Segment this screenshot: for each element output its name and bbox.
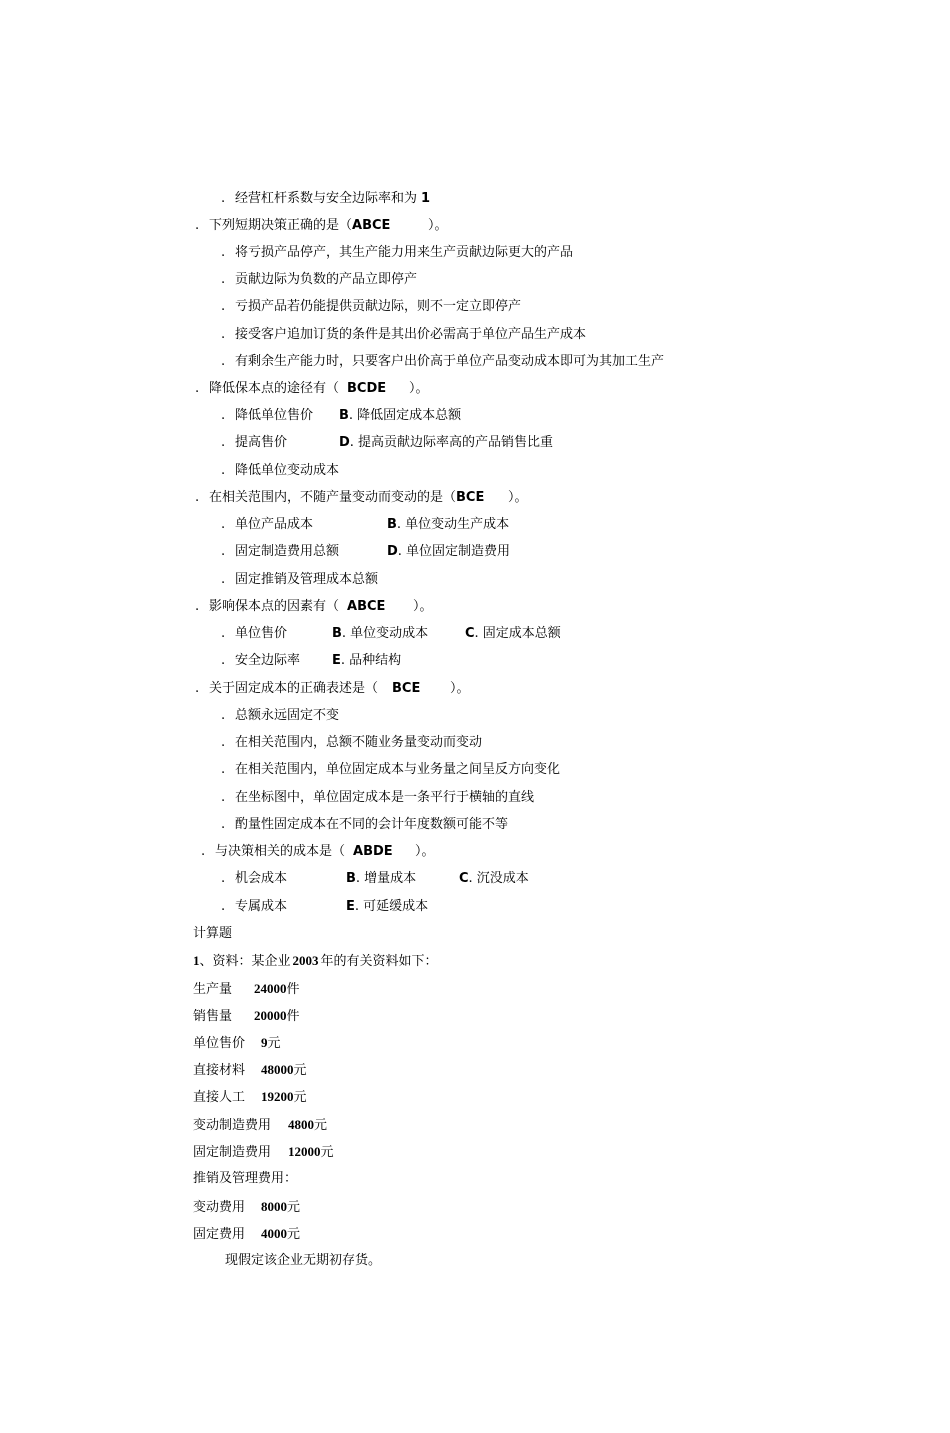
- item-label: 直接材料: [193, 1063, 246, 1078]
- item-label: 固定费用: [193, 1227, 246, 1242]
- option-letter: E: [346, 899, 355, 914]
- option-line: [221, 190, 430, 208]
- question-text: 影响保本点的因素有（: [209, 599, 340, 614]
- question-4: [195, 380, 429, 398]
- question-3: [195, 217, 448, 235]
- option-line: [221, 734, 482, 752]
- item-label: 直接人工: [193, 1090, 246, 1105]
- bullet-dot: .: [195, 681, 200, 696]
- option-line: [221, 761, 560, 779]
- question-7: [195, 680, 470, 698]
- option-text: 接受客户追加订货的条件是其出价必需高于单位产品生产成本: [235, 327, 587, 342]
- option-line: [221, 652, 721, 670]
- answer-text: ABDE: [353, 844, 393, 859]
- question-text: 下列短期决策正确的是（: [209, 218, 353, 233]
- bullet-dot: .: [221, 191, 226, 206]
- option-text: 专属成本: [235, 899, 288, 914]
- option-line: [221, 516, 721, 534]
- option-text: 贡献边际为负数的产品立即停产: [235, 272, 418, 287]
- item-unit: 件: [286, 982, 300, 997]
- item-value: 19200: [261, 1089, 294, 1104]
- option-text: 机会成本: [235, 871, 288, 886]
- option-text: . 固定成本总额: [474, 626, 561, 641]
- question-close: ）。: [428, 218, 448, 233]
- option-line: [221, 244, 573, 262]
- option-text: 在相关范围内，总额不随业务量变动而变动: [235, 735, 483, 750]
- option-text: 酌量性固定成本在不同的会计年度数额可能不等: [235, 817, 509, 832]
- option-text: 总额永远固定不变: [235, 708, 340, 723]
- item-unit: 元: [287, 1227, 301, 1242]
- option-text: . 单位固定制造费用: [397, 544, 511, 559]
- option-text: 降低单位售价: [235, 408, 314, 423]
- option-line: [221, 571, 378, 589]
- option-text: 降低单位变动成本: [235, 463, 340, 478]
- bullet-dot: .: [221, 408, 226, 423]
- bullet-dot: .: [221, 327, 226, 342]
- question-close: ）。: [415, 844, 435, 859]
- item-unit: 件: [286, 1009, 300, 1024]
- calc-item: [193, 1007, 300, 1025]
- item-label: 销售量: [193, 1009, 233, 1024]
- bullet-dot: .: [221, 299, 226, 314]
- option-text: 单位产品成本: [235, 517, 314, 532]
- option-text: . 品种结构: [340, 653, 402, 668]
- answer-text: BCE: [392, 681, 421, 696]
- answer-text: BCDE: [347, 381, 387, 396]
- option-letter: E: [332, 653, 341, 668]
- option-letter: C: [459, 871, 469, 886]
- calc-item: [193, 1061, 307, 1079]
- option-line: [221, 625, 721, 643]
- item-value: 12000: [288, 1144, 321, 1159]
- calc-year: 2003: [292, 953, 319, 968]
- option-letter: D: [387, 544, 398, 559]
- calc-item: [193, 1088, 307, 1106]
- item-value: 4800: [288, 1117, 314, 1132]
- bullet-dot: .: [221, 626, 226, 641]
- option-line: [221, 434, 721, 452]
- question-text: 在相关范围内，不随产量变动而变动的是（: [209, 490, 457, 505]
- bullet-dot: .: [221, 572, 226, 587]
- option-text: . 沉没成本: [468, 871, 529, 886]
- option-letter: C: [465, 626, 475, 641]
- option-text: . 单位变动生产成本: [396, 517, 510, 532]
- question-8: [201, 843, 435, 861]
- question-text: 与决策相关的成本是（: [215, 844, 346, 859]
- item-value: 8000: [261, 1199, 287, 1214]
- option-text: 亏损产品若仍能提供贡献边际，则不一定立即停产: [235, 299, 522, 314]
- calc-text: 、资料：某企业: [199, 954, 291, 969]
- option-line: [221, 298, 521, 316]
- calc-item: [193, 1143, 334, 1161]
- option-line: [221, 353, 664, 371]
- selling-title: 推销及管理费用：: [193, 1171, 298, 1186]
- option-text: 固定制造费用总额: [235, 544, 340, 559]
- item-label: 变动制造费用: [193, 1118, 272, 1133]
- bullet-dot: .: [221, 790, 226, 805]
- question-text: 降低保本点的途径有（: [209, 381, 340, 396]
- option-line: [221, 271, 417, 289]
- bullet-dot: .: [221, 544, 226, 559]
- option-line: [221, 898, 721, 916]
- item-value: 20000: [254, 1008, 287, 1023]
- option-text: 单位售价: [235, 626, 288, 641]
- item-unit: 元: [293, 1063, 307, 1078]
- option-line: [221, 407, 721, 425]
- calc-item: [193, 1225, 300, 1243]
- calc-item: [193, 1034, 281, 1052]
- option-text: . 可延缓成本: [354, 899, 429, 914]
- option-line: [221, 543, 721, 561]
- option-text: . 提高贡献边际率高的产品销售比重: [349, 435, 554, 450]
- option-text: 在坐标图中，单位固定成本是一条平行于横轴的直线: [235, 790, 535, 805]
- question-6: [195, 598, 433, 616]
- item-label: 生产量: [193, 982, 233, 997]
- item-value: 9: [261, 1035, 268, 1050]
- bullet-dot: .: [195, 218, 200, 233]
- calc-item: [193, 1198, 300, 1216]
- option-letter: B: [339, 408, 349, 423]
- question-close: ）。: [409, 381, 429, 396]
- option-letter: B: [387, 517, 397, 532]
- calc-note: 现假定该企业无期初存货。: [225, 1253, 382, 1268]
- bullet-dot: .: [221, 708, 226, 723]
- answer-text: ABCE: [347, 599, 386, 614]
- option-line: [221, 816, 508, 834]
- bullet-dot: .: [221, 245, 226, 260]
- calc-item: [193, 1116, 327, 1134]
- bullet-dot: .: [221, 817, 226, 832]
- bullet-dot: .: [221, 354, 226, 369]
- option-text: 提高售价: [235, 435, 288, 450]
- option-text: . 单位变动成本: [341, 626, 429, 641]
- item-value: 4000: [261, 1226, 287, 1241]
- question-close: ）。: [450, 681, 470, 696]
- item-unit: 元: [267, 1036, 281, 1051]
- bullet-dot: .: [195, 381, 200, 396]
- bullet-dot: .: [221, 899, 226, 914]
- bullet-dot: .: [221, 435, 226, 450]
- bullet-dot: .: [221, 871, 226, 886]
- item-value: 24000: [254, 981, 287, 996]
- answer-text: BCE: [456, 490, 485, 505]
- option-text: . 增量成本: [355, 871, 417, 886]
- option-text: 固定推销及管理成本总额: [235, 572, 379, 587]
- calc-text: 年的有关资料如下：: [320, 954, 438, 969]
- bullet-dot: .: [221, 653, 226, 668]
- bullet-dot: .: [195, 599, 200, 614]
- option-text: 经营杠杆系数与安全边际率和为: [235, 191, 418, 206]
- bullet-dot: .: [195, 490, 200, 505]
- question-5: [195, 489, 528, 507]
- option-line: [221, 707, 339, 725]
- option-letter: B: [332, 626, 342, 641]
- option-letter: B: [346, 871, 356, 886]
- option-line: [221, 789, 534, 807]
- question-close: ）。: [508, 490, 528, 505]
- calc-item: [193, 980, 300, 998]
- item-unit: 元: [314, 1118, 328, 1133]
- item-label: 单位售价: [193, 1036, 246, 1051]
- option-text: 将亏损产品停产，其生产能力用来生产贡献边际更大的产品: [235, 245, 574, 260]
- option-line: [221, 870, 721, 888]
- bullet-dot: .: [201, 844, 206, 859]
- bullet-dot: .: [221, 735, 226, 750]
- item-unit: 元: [293, 1090, 307, 1105]
- option-line: [221, 462, 339, 480]
- calc-intro: [193, 952, 438, 970]
- option-text: 有剩余生产能力时，只要客户出价高于单位产品变动成本即可为其加工生产: [235, 354, 665, 369]
- bullet-dot: .: [221, 517, 226, 532]
- answer-text: ABCE: [352, 218, 391, 233]
- option-letter: D: [339, 435, 350, 450]
- option-number: 1: [421, 191, 431, 206]
- item-label: 变动费用: [193, 1200, 246, 1215]
- item-value: 48000: [261, 1062, 294, 1077]
- option-line: [221, 326, 586, 344]
- question-close: ）。: [413, 599, 433, 614]
- option-text: 安全边际率: [235, 653, 301, 668]
- option-text: . 降低固定成本总额: [348, 408, 462, 423]
- item-unit: 元: [287, 1200, 301, 1215]
- calc-number: 1: [193, 953, 200, 968]
- section-title: 计算题: [193, 926, 233, 941]
- item-label: 固定制造费用: [193, 1145, 272, 1160]
- option-text: 在相关范围内，单位固定成本与业务量之间呈反方向变化: [235, 762, 561, 777]
- bullet-dot: .: [221, 762, 226, 777]
- bullet-dot: .: [221, 272, 226, 287]
- bullet-dot: .: [221, 463, 226, 478]
- question-text: 关于固定成本的正确表述是（: [209, 681, 379, 696]
- item-unit: 元: [320, 1145, 334, 1160]
